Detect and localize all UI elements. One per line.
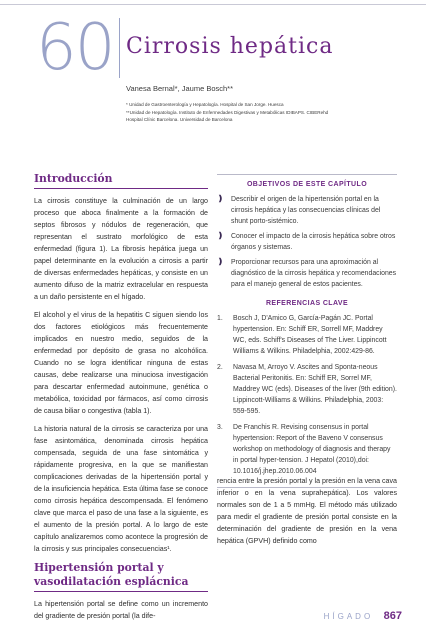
- affiliation-line: **Unidad de Hepatología. Instituto de Enfermedades Digestivas y Metabólicas IDIBAPS. CIBERehd: [126, 109, 329, 115]
- left-column: [34, 172, 208, 628]
- intro-paragraph: El alcohol y el virus de la hepatitis C siguen siendo los dos factores etiológicos más frecuentemente implicados en nuestro medio, seguidos de la enfermedad por depósito de grasa no alcohólica. Cuando no se logra identificar ninguna de estas causas, debe realizarse una minuciosa investigación para descartar enfermedad autoinmune, genética o metabólica, toxicidad por fármacos, así como cirrosis de causa biliar o congestiva (tabla 1).: [34, 311, 208, 415]
- box-top-rule: [217, 174, 397, 175]
- objectives-title: OBJETIVOS DE ESTE CAPÍTULO: [246, 181, 368, 188]
- objective-text: Describir el origen de la hipertensión portal en la cirrosis hepática y las consecuencias clínicas del shunt porto-sistémico.: [231, 196, 381, 225]
- objective-item: [217, 194, 397, 227]
- reference-item: [217, 422, 397, 477]
- reference-item: [217, 362, 397, 417]
- reference-number: 1.: [217, 315, 223, 322]
- heading-rule: [34, 591, 208, 592]
- reference-text: Navasa M, Arroyo V. Ascites and Sponta-neous Bacterial Peritonitis. En: Schiff ER, Sorrel MF, Maddrey WC (eds). Diseases of the liver (9th edition). Lippincott-Williams & Wilkins. Philadelphia, 2003: 559-595.: [233, 364, 397, 415]
- section2-paragraph: La hipertensión portal se define como un incremento del gradiente de presión portal (la dife-: [34, 600, 208, 620]
- continuation-paragraph: rencia entre la presión portal y la presión en la vena cava inferior o en la vena suprahepática). Los valores normales son de 1 a 5 mmHg. El método más utilizado para medir el gradiente de presión portal consiste en la determinación del gradiente de presión en la vena hepática (GPVH) definido como: [217, 477, 397, 545]
- intro-paragraph: La historia natural de la cirrosis se caracteriza por una fase asintomática, denominada cirrosis hepática compensada, seguida de una fase sintomática y rápidamente progresiva, en la que se manifiestan complicaciones derivadas de la hipertensión portal y de la insuficiencia hepática. Esta última fase se conoce como cirrosis hepática descompensada. El fenómeno clave que marca el paso de una fase a la siguiente, es el aumento de la presión portal. A lo largo de este capítulo analizaremos como acontece la progresión de la cirrosis y sus principales consecuencias¹.: [34, 425, 208, 553]
- objective-text: Proporcionar recursos para una aproximación al diagnóstico de la cirrosis hepática y recomendaciones para el manejo general de estos pacientes.: [231, 259, 397, 288]
- authors: Vanesa Bernal*, Jaume Bosch**: [126, 84, 234, 93]
- top-border: [0, 4, 426, 5]
- reference-text: Bosch J, D'Amico G, García-Pagán JC. Portal hypertension. En: Schiff ER, Sorrell MF, Maddrey WC, eds. Schiff's Diseases of The Liver. Lippincott Williams & Wilkins. Philadelphia, 2002:429-86.: [233, 315, 387, 355]
- right-column-text: [217, 475, 397, 553]
- bullet-icon: ❫: [217, 231, 224, 240]
- reference-number: 3.: [217, 424, 223, 431]
- affiliation-line: * Unidad de Gastroenterología y Hepatología. Hospital de San Jorge. Huesca: [126, 102, 284, 107]
- bullet-icon: ❫: [217, 257, 224, 266]
- reference-item: [217, 313, 397, 357]
- affiliations: [126, 101, 416, 124]
- chapter-number: 60: [36, 11, 114, 85]
- intro-heading: Introducción: [34, 172, 113, 185]
- chapter-title: Cirrosis hepática: [126, 34, 334, 59]
- objective-item: [217, 257, 397, 290]
- heading-rule: [34, 188, 208, 189]
- section2-heading: Hipertensión portal y vasodilatación esplácnica: [34, 561, 189, 588]
- bullet-icon: ❫: [217, 194, 224, 203]
- page-footer: [324, 606, 402, 624]
- objective-item: [217, 231, 397, 253]
- reference-number: 2.: [217, 364, 223, 371]
- objective-text: Conocer el impacto de la cirrosis hepática sobre otros órganos y sistemas.: [231, 233, 396, 251]
- reference-text: De Franchis R. Revising consensus in portal hypertension: Report of the Baveno V consensus workshop on methodology of diagnosis and therapy in portal hyper-tension. J Hepatol (2010),doi: 10.1016/j.jhep.2010.06.004: [233, 424, 391, 475]
- affiliation-line: Hospital Clínic Barcelona. Universidad de Barcelona: [126, 117, 233, 123]
- journal-name: HÍGADO: [323, 612, 374, 621]
- references-title: REFERENCIAS CLAVE: [265, 300, 349, 307]
- header-divider: [119, 18, 120, 78]
- page-number: 867: [383, 610, 402, 622]
- sidebar-box: [217, 174, 397, 488]
- intro-paragraph: La cirrosis constituye la culminación de un largo proceso que aboca finalmente a la formación de septos fibrosos y nódulos de regeneración, que representan el sustrato morfológico de esta enfermedad (figura 1). La fibrosis hepática juega un papel determinante en la evolución a cirrosis a partir de diversas enfermedades hepáticas, y consiste en un aumento difuso de la matriz extracelular en respuesta a un daño persistente en el hígado.: [34, 197, 208, 301]
